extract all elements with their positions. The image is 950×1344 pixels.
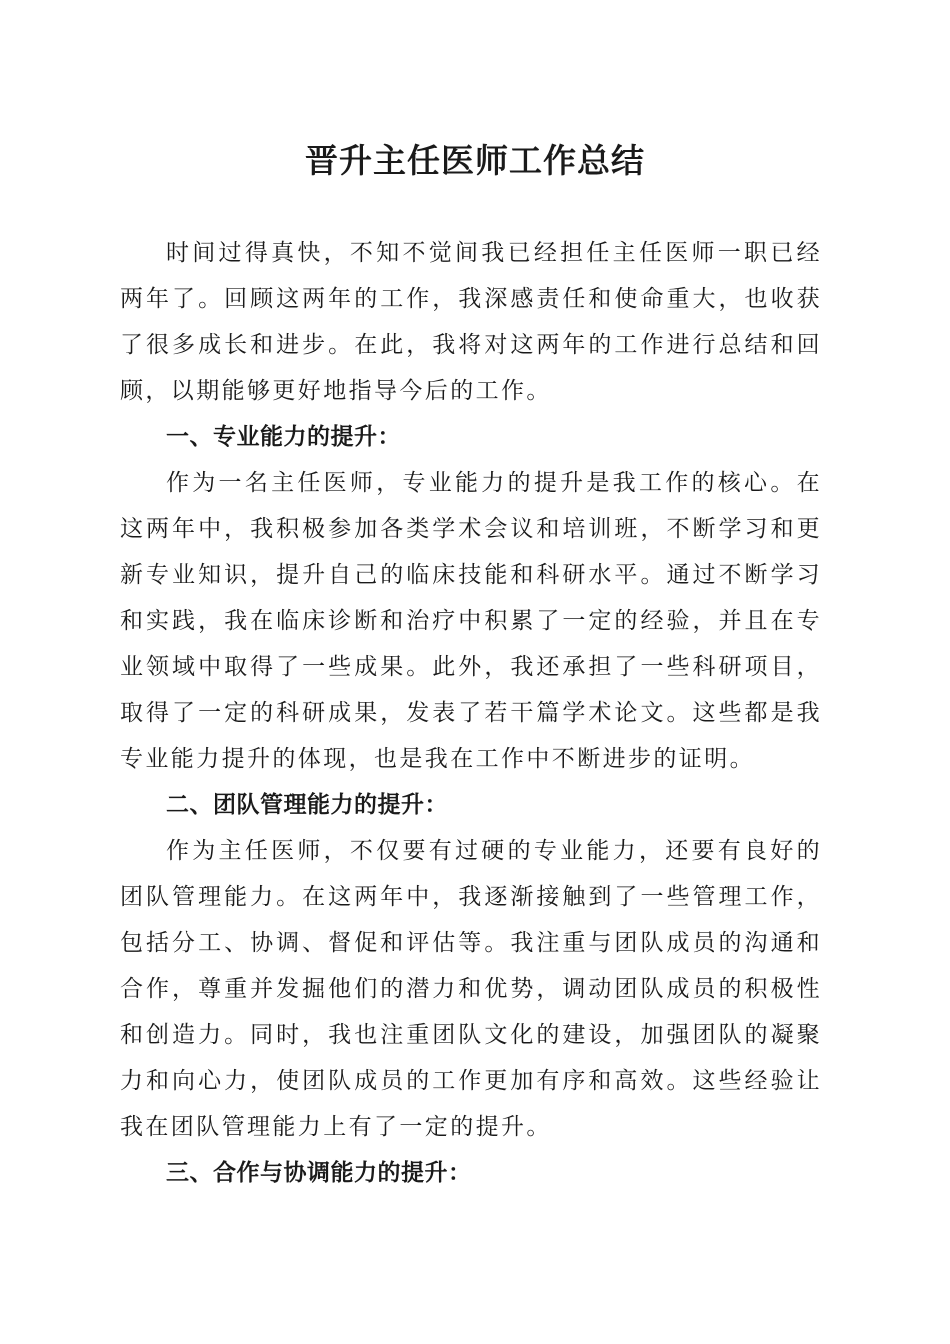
section-heading-professional: 一、专业能力的提升： bbox=[166, 424, 401, 450]
section-heading-cooperation: 三、合作与协调能力的提升： bbox=[166, 1160, 472, 1186]
section-heading-team-management: 二、团队管理能力的提升： bbox=[166, 792, 448, 818]
document-title: 晋升主任医师工作总结 bbox=[305, 141, 645, 180]
intro-paragraph: 时间过得真快，不知不觉间我已经担任主任医师一职已经两年了。回顾这两年的工作，我深感责任和使命重大，也收获了很多成长和进步。在此，我将对这两年的工作进行总结和回顾，以期能够更好地指导今后的工作。 bbox=[120, 240, 822, 404]
document-body bbox=[120, 230, 822, 1196]
section-paragraph-professional: 作为一名主任医师，专业能力的提升是我工作的核心。在这两年中，我积极参加各类学术会议和培训班，不断学习和更新专业知识，提升自己的临床技能和科研水平。通过不断学习和实践，我在临床诊断和治疗中积累了一定的经验，并且在专业领域中取得了一些成果。此外，我还承担了一些科研项目，取得了一定的科研成果，发表了若干篇学术论文。这些都是我专业能力提升的体现，也是我在工作中不断进步的证明。 bbox=[120, 470, 822, 772]
section-paragraph-team-management: 作为主任医师，不仅要有过硬的专业能力，还要有良好的团队管理能力。在这两年中，我逐渐接触到了一些管理工作，包括分工、协调、督促和评估等。我注重与团队成员的沟通和合作，尊重并发掘他们的潜力和优势，调动团队成员的积极性和创造力。同时，我也注重团队文化的建设，加强团队的凝聚力和向心力，使团队成员的工作更加有序和高效。这些经验让我在团队管理能力上有了一定的提升。 bbox=[120, 838, 822, 1140]
